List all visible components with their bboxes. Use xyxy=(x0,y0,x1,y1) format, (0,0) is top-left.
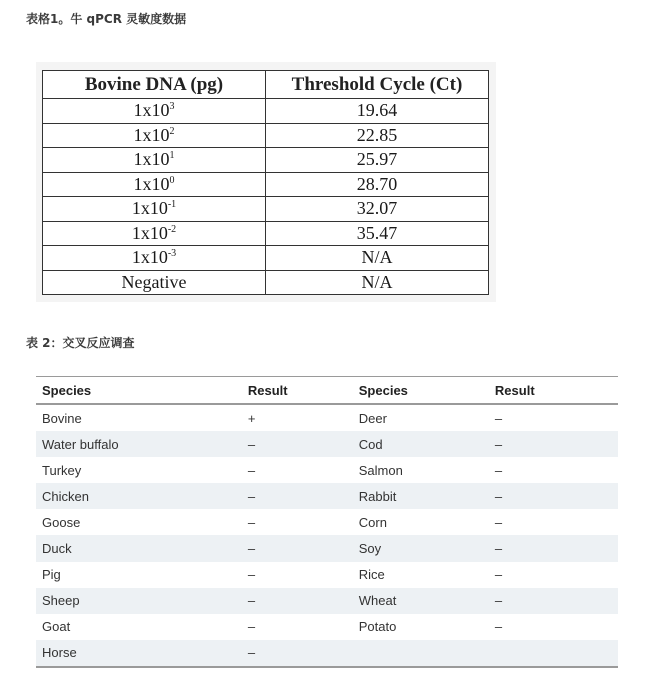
ct-value-cell: 25.97 xyxy=(266,148,489,173)
species-cell: Salmon xyxy=(358,462,403,478)
dna-amount-base: 1x10 xyxy=(133,149,170,169)
dna-amount-cell xyxy=(43,221,266,246)
dna-amount-base: 1x10 xyxy=(131,222,168,243)
dna-amount-cell xyxy=(43,99,266,124)
result-cell: – xyxy=(242,431,353,457)
dna-amount-base: Negative xyxy=(121,271,187,292)
result-cell: – xyxy=(247,462,256,478)
dna-amount-exponent: -1 xyxy=(167,199,177,210)
species-cell: Pig xyxy=(42,567,61,583)
table-row xyxy=(36,588,618,614)
result-cell: – xyxy=(242,483,353,509)
species-cell: Wheat xyxy=(353,588,489,614)
result-cell: – xyxy=(242,640,353,667)
ct-value-cell: 22.85 xyxy=(266,123,489,148)
cross-reactivity-table xyxy=(36,376,618,668)
ct-value-cell: 19.64 xyxy=(266,99,489,124)
result-cell: – xyxy=(489,431,618,457)
table1-caption: 表格1。牛 qPCR 灵敏度数据 xyxy=(26,12,187,26)
species-cell: Goat xyxy=(42,619,71,635)
species-cell: Soy xyxy=(353,535,489,561)
column-header-dna: Bovine DNA (pg) xyxy=(43,71,266,99)
table-row xyxy=(43,99,489,124)
result-cell: – xyxy=(494,619,503,635)
table2-caption: 表 2：交叉反应调查 xyxy=(26,336,135,350)
species-cell: Corn xyxy=(358,514,387,530)
result-cell: + xyxy=(247,410,256,426)
result-cell: – xyxy=(494,462,503,478)
species-cell: Rice xyxy=(358,567,385,583)
dna-amount-exponent: -3 xyxy=(167,248,177,259)
ct-value-cell: N/A xyxy=(266,270,489,295)
species-cell: Duck xyxy=(36,535,242,561)
dna-amount-base: 1x10 xyxy=(131,198,168,218)
table-row xyxy=(43,246,489,271)
ct-value-cell: 32.07 xyxy=(266,197,489,222)
species-cell: Deer xyxy=(358,410,387,426)
dna-amount-cell xyxy=(43,123,266,148)
table-row xyxy=(43,197,489,222)
table-header-row xyxy=(36,377,618,405)
result-cell: – xyxy=(494,410,503,426)
ct-value-cell: 35.47 xyxy=(266,221,489,246)
table-row xyxy=(43,172,489,197)
table-row xyxy=(43,123,489,148)
table-row xyxy=(36,457,618,483)
sensitivity-table-figure xyxy=(36,62,496,302)
table-row xyxy=(43,221,489,246)
species-cell: Turkey xyxy=(42,462,82,478)
dna-amount-cell xyxy=(43,172,266,197)
result-cell: – xyxy=(247,514,256,530)
dna-amount-base: 1x10 xyxy=(133,100,170,120)
dna-amount-base: 1x10 xyxy=(131,247,168,267)
result-cell: – xyxy=(242,535,353,561)
ct-value-cell: N/A xyxy=(266,246,489,271)
sensitivity-table xyxy=(42,70,489,295)
column-header-result: Result xyxy=(242,377,353,405)
dna-amount-exponent: 3 xyxy=(169,101,175,112)
result-cell: – xyxy=(489,535,618,561)
dna-amount-exponent: 2 xyxy=(169,125,175,137)
dna-amount-cell xyxy=(43,270,266,295)
table-row xyxy=(36,640,618,667)
species-cell: Potato xyxy=(358,619,397,635)
species-cell: Goose xyxy=(42,514,81,530)
dna-amount-exponent: 0 xyxy=(169,174,175,186)
column-header-species: Species xyxy=(36,377,242,405)
table-row xyxy=(36,509,618,535)
species-cell: Water buffalo xyxy=(36,431,242,457)
species-cell: Chicken xyxy=(36,483,242,509)
column-header-species-2: Species xyxy=(353,377,489,405)
species-cell: Cod xyxy=(353,431,489,457)
result-cell: – xyxy=(489,588,618,614)
result-cell: – xyxy=(247,619,256,635)
table-row xyxy=(36,614,618,640)
table-row xyxy=(43,148,489,173)
table-row xyxy=(36,483,618,509)
result-cell: – xyxy=(247,567,256,583)
dna-amount-cell xyxy=(43,148,266,173)
dna-amount-cell xyxy=(43,246,266,271)
species-cell xyxy=(353,640,489,667)
species-cell: Sheep xyxy=(36,588,242,614)
species-cell: Rabbit xyxy=(353,483,489,509)
dna-amount-base: 1x10 xyxy=(133,124,170,145)
column-header-result-2: Result xyxy=(489,377,618,405)
result-cell: – xyxy=(494,567,503,583)
dna-amount-exponent: -2 xyxy=(167,223,177,235)
dna-amount-base: 1x10 xyxy=(133,173,170,194)
table-row xyxy=(36,404,618,431)
result-cell: – xyxy=(489,483,618,509)
table-row xyxy=(36,431,618,457)
table-row xyxy=(43,270,489,295)
table-row xyxy=(36,562,618,588)
ct-value-cell: 28.70 xyxy=(266,172,489,197)
species-cell: Horse xyxy=(36,640,242,667)
column-header-ct: Threshold Cycle (Ct) xyxy=(266,71,489,99)
table-row xyxy=(36,535,618,561)
dna-amount-exponent: 1 xyxy=(169,150,175,161)
result-cell xyxy=(489,640,618,667)
result-cell: – xyxy=(494,514,503,530)
table-header-row xyxy=(43,71,489,99)
dna-amount-cell xyxy=(43,197,266,222)
result-cell: – xyxy=(242,588,353,614)
species-cell: Bovine xyxy=(42,410,82,426)
